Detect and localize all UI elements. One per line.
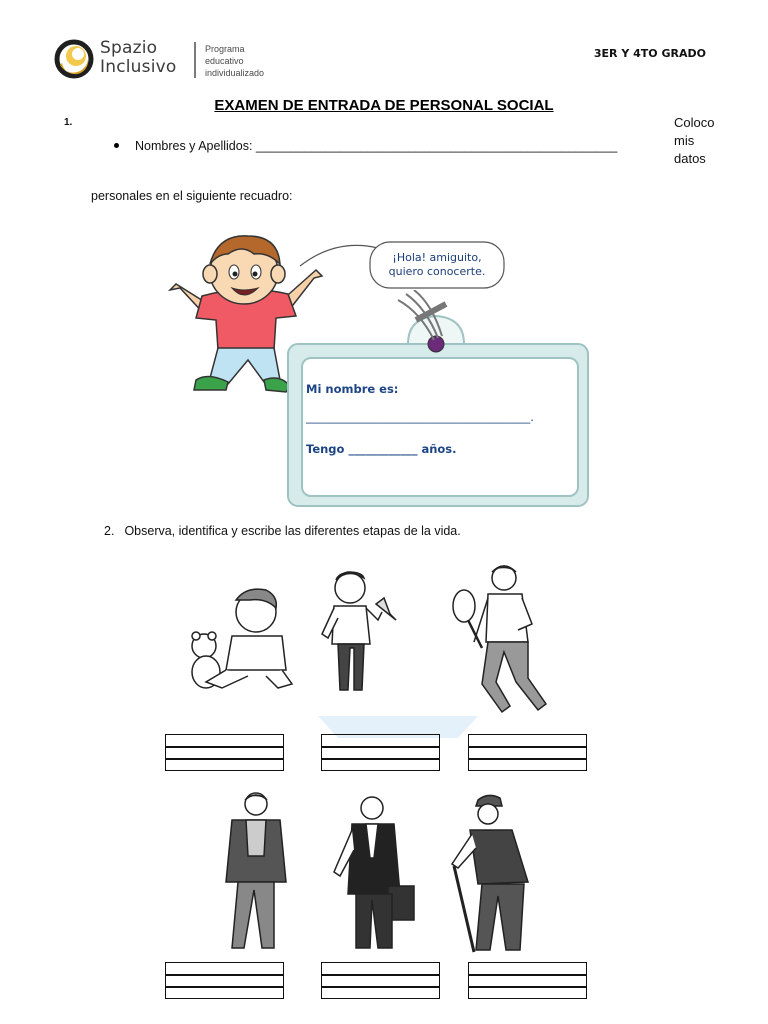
name-tag-card-icon: [286, 290, 592, 510]
answer-box-1[interactable]: [165, 734, 284, 771]
grade-label: 3ER Y 4TO GRADO: [593, 47, 706, 60]
logo-tagline-3: individualizado: [205, 68, 265, 78]
speech-line-2: quiero conocerte.: [388, 265, 486, 278]
spazio-inclusivo-logo: [54, 38, 294, 86]
names-field-line[interactable]: [114, 139, 617, 153]
answer-box-2[interactable]: [321, 734, 440, 771]
question-1-number: 1.: [64, 117, 73, 128]
answer-box-4[interactable]: [165, 962, 284, 999]
question-2-number: 2.: [104, 524, 115, 538]
answer-box-3[interactable]: [468, 734, 587, 771]
teen-with-racket-icon: [448, 562, 558, 718]
logo-name-line1: Spazio: [100, 38, 158, 58]
names-field-label: Nombres y Apellidos: ____________________________________________________: [135, 139, 618, 153]
question-1-continuation: personales en el siguiente recuadro:: [91, 189, 293, 203]
question-2: [104, 524, 461, 538]
logo-ring-icon: [54, 39, 94, 79]
child-with-plane-icon: [318, 568, 402, 698]
bullet-icon: [114, 143, 119, 148]
side-note-line-1: Coloco: [674, 115, 715, 130]
side-note-line-3: datos: [674, 151, 706, 166]
exam-title: EXAMEN DE ENTRADA DE PERSONAL SOCIAL: [214, 97, 554, 114]
logo-tagline-2: educativo: [205, 56, 244, 66]
speech-bubble: [370, 243, 504, 289]
logo-name-line2: Inclusivo: [100, 57, 177, 77]
baby-with-teddy-icon: [186, 584, 298, 692]
speech-line-1: ¡Hola! amiguito,: [392, 251, 482, 264]
card-age-label[interactable]: Tengo ____________ años.: [306, 442, 457, 456]
answer-box-5[interactable]: [321, 962, 440, 999]
logo-divider: [194, 42, 196, 78]
question-2-text: Observa, identifica y escribe las diferentes etapas de la vida.: [124, 524, 461, 538]
card-name-label: Mi nombre es:: [306, 382, 399, 396]
answer-box-6[interactable]: [468, 962, 587, 999]
old-man-cane-icon: [448, 792, 538, 956]
card-name-blank[interactable]: _______________________________________.: [306, 410, 534, 424]
side-note: [674, 114, 734, 168]
young-man-jacket-icon: [218, 790, 294, 954]
logo-tagline-1: Programa: [205, 44, 245, 54]
adult-man-briefcase-icon: [330, 794, 416, 954]
side-note-line-2: mis: [674, 133, 695, 148]
